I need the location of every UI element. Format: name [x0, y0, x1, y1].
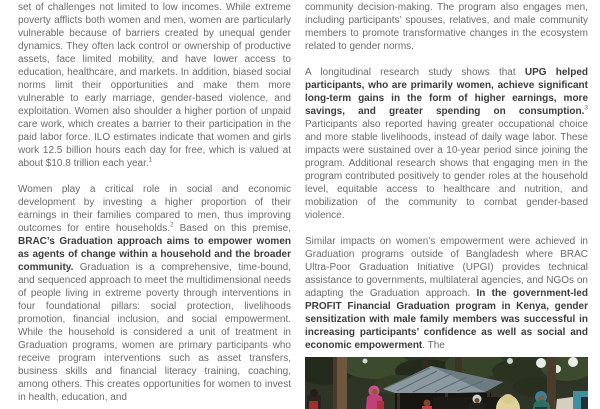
emphasized-text-run: BRAC’s Graduation approach aims to empower women as agents of change within a household and the broader community.: [18, 236, 291, 273]
paragraph: [305, 1, 588, 53]
text-run: Participants also reported having greater occupational choice and more stable livelihoods, instead of daily wage labor. These impacts were sustained over a 10-year period since joining the program. Additional research shows that engaging men in the program contributed positively to gender roles at the household level, equitable access to healthcare and nutrition, and mobilization of the community to combat gender-based violence.: [305, 119, 588, 221]
paragraph: [305, 66, 588, 222]
footnote-marker: 1: [149, 157, 153, 164]
text-run: Similar impacts on women’s empowerment were achieved in Graduation programs outside of Bangladesh where BRAC Ultra-Poor Graduation Initiative (UPGI) provides technical assistance to governments, multilateral agencies, and NGOs on adapting the Graduation approach.: [305, 236, 588, 299]
tree-trunk: [547, 357, 556, 409]
text-run: Based on this premise,: [174, 223, 291, 234]
footnote-marker: 3: [584, 105, 588, 112]
left-text-column: [18, 1, 291, 400]
text-run: set of challenges not limited to low incomes. While extreme poverty afflicts both women and men, women are particularly vulnerable because of barriers created by unequal gender dynamics. They often lack control or ownership of productive assets, face limited mobility, and have lower access to education, healthcare, and markets. In addition, biased social norms limit their opportunities and make them more vulnerable to early marriage, gender-based violence, and exploitation. Women also shoulder a higher portion of unpaid care work, which creates a barrier to their participation in the paid labor force. ILO estimates indicate that women and girls work 12.5 billion hours each day for free, which is valued at about $10.8 trillion each year.: [18, 2, 291, 169]
text-run: Women play a critical role in social and economic development by investing a higher proportion of their earnings in their families compared to men, thus improving outcomes for entire households.: [18, 184, 291, 234]
text-run: community decision-making. The program also engages men, including participants’ spouses, relatives, and male community members to promote transformative changes in the ecosystem related to gender norms.: [305, 2, 588, 52]
footnote-marker: 2: [170, 222, 174, 229]
paragraph: [18, 1, 291, 170]
sky-patch: [536, 358, 546, 368]
text-run: A longitudinal research study shows that: [305, 67, 525, 78]
paragraph: [305, 235, 588, 352]
paragraph: [18, 183, 291, 404]
right-column-paragraphs: [305, 1, 588, 352]
right-text-column: [305, 1, 588, 400]
field-photo: [305, 357, 588, 409]
emphasized-text-run: In the government-led PROFIT Financial Graduation program in Kenya, gender sensitization with male family members was successful in increasing participants’ confidence as well as social and economic empowerment: [305, 288, 588, 351]
text-run: Graduation is a comprehensive, time-bound, and sequenced approach to meet the multidimensional needs of people living in extreme poverty through interventions in four foundational pillars: social protection, livelihoods promotion, financial inclusion, and social empowerment. While the household is considered a unit of treatment in Graduation programs, women are primary participants who receive program interventions such as asset transfers, business skills and financial literacy training, coaching, among others. This creates opportunities for women to invest in health, education, and: [18, 262, 291, 403]
emphasized-text-run: UPG helped participants, who are primarily women, achieve significant long-term gains in the form of higher earnings, more savings, and greater spending on consumption.: [305, 67, 588, 117]
shed-post: [397, 393, 400, 409]
text-run: . The: [422, 340, 445, 351]
person-right-partial: [573, 391, 588, 409]
